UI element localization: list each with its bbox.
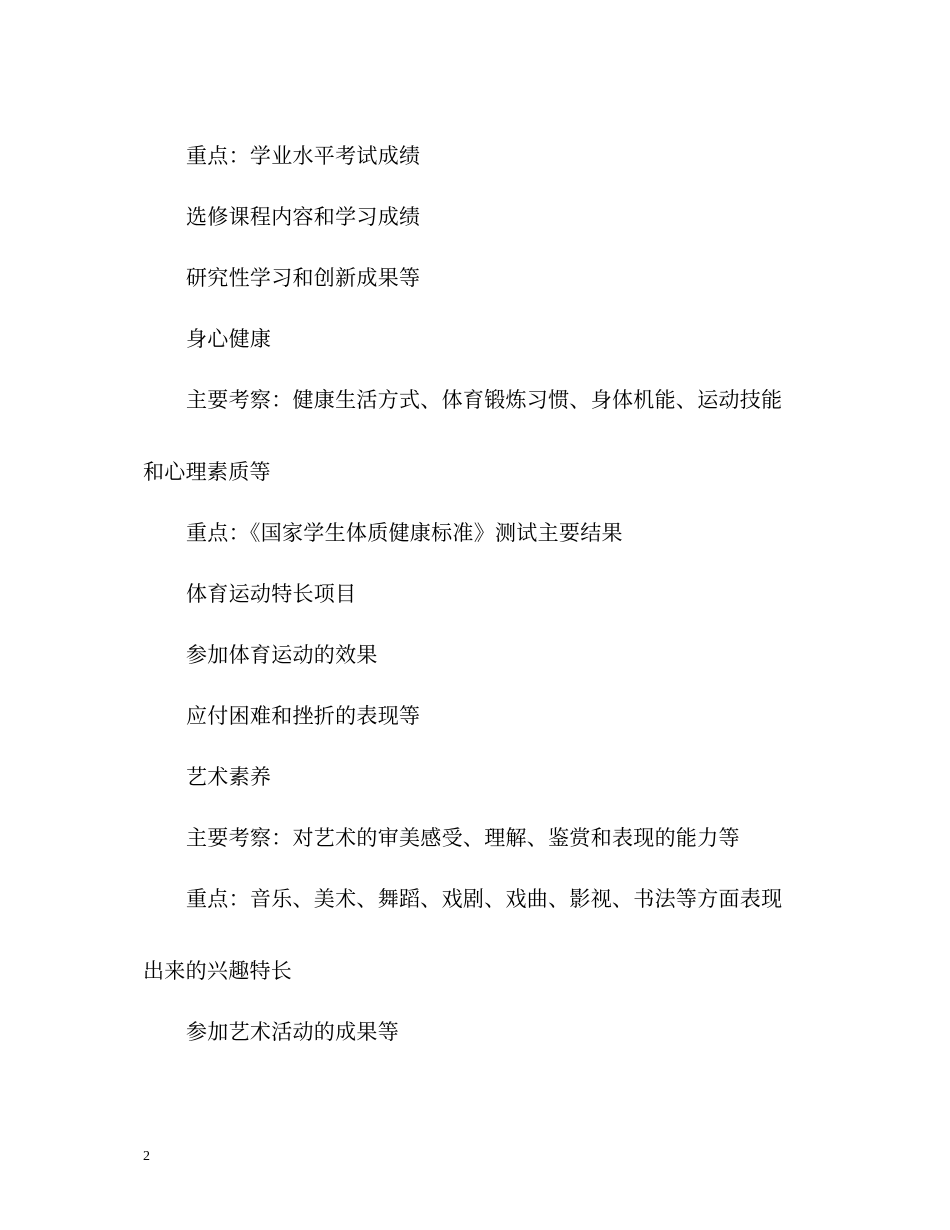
text-line-art-focus: 重点：音乐、美术、舞蹈、戏剧、戏曲、影视、书法等方面表现: [186, 887, 783, 911]
section-heading-art-literacy: 艺术素养: [186, 765, 272, 789]
section-heading-physical-mental-health: 身心健康: [186, 327, 272, 351]
text-line-elective-courses: 选修课程内容和学习成绩: [186, 205, 421, 229]
text-line-sports-effect: 参加体育运动的效果: [186, 643, 378, 667]
text-line-sports-specialty: 体育运动特长项目: [186, 582, 357, 606]
text-line-research-study: 研究性学习和创新成果等: [186, 266, 421, 290]
text-line-coping-difficulty: 应付困难和挫折的表现等: [186, 704, 421, 728]
text-line-health-main-review: 主要考察：健康生活方式、体育锻炼习惯、身体机能、运动技能: [186, 388, 783, 412]
text-line-art-main-review: 主要考察：对艺术的审美感受、理解、鉴赏和表现的能力等: [186, 826, 740, 850]
page-number: 2: [143, 1149, 150, 1164]
text-line-health-main-review-cont: 和心理素质等: [143, 460, 271, 484]
text-line-health-focus: 重点：《国家学生体质健康标准》测试主要结果: [186, 521, 623, 545]
text-line-academic-focus: 重点：学业水平考试成绩: [186, 144, 421, 168]
text-line-art-focus-cont: 出来的兴趣特长: [143, 959, 293, 983]
text-line-art-activities: 参加艺术活动的成果等: [186, 1020, 399, 1044]
